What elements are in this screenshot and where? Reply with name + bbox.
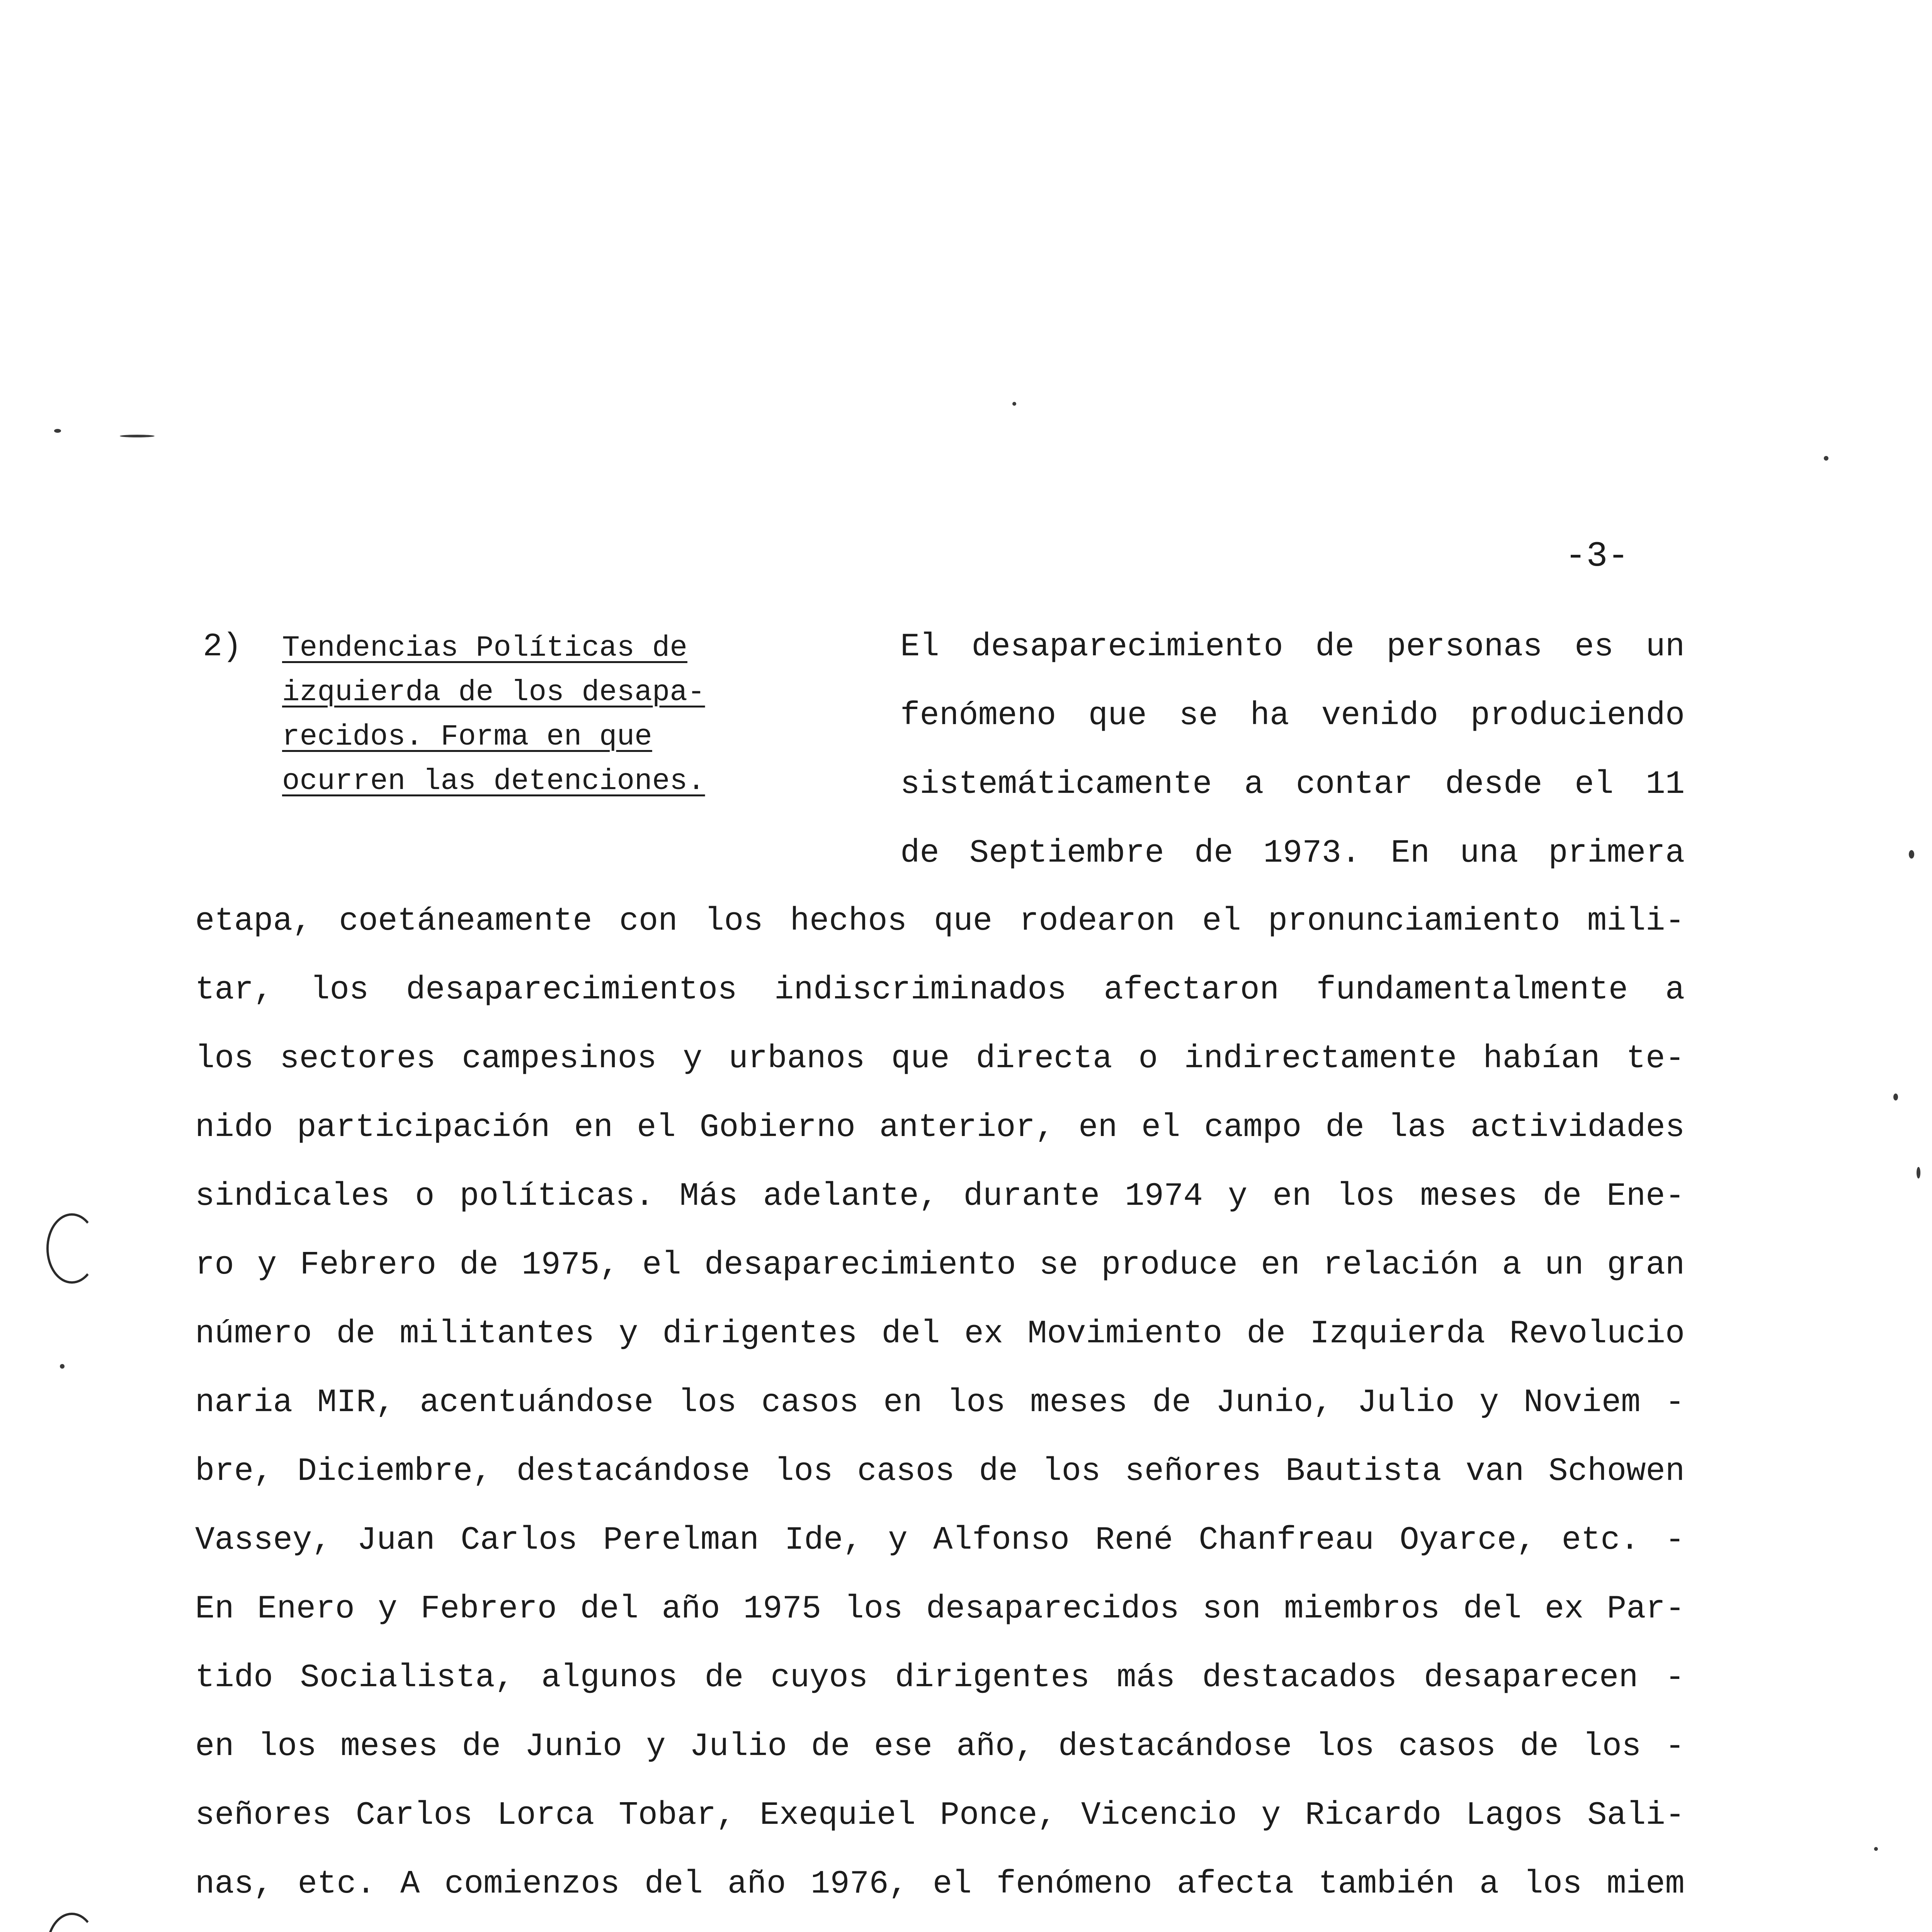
body-line: etapa, coetáneamente con los hechos que rodearon el pronunciamiento mili- [195,903,1685,940]
scan-speck [1917,1167,1920,1179]
section-heading-line: izquierda de los desapa- [282,676,705,709]
scan-speck [1893,1094,1898,1100]
scan-speck [54,429,61,433]
body-line: en los meses de Junio y Julio de ese año, destacándose los casos de los - [195,1728,1685,1765]
body-line: de Septiembre de 1973. En una primera [900,835,1685,872]
body-line: fenómeno que se ha venido produciendo [900,697,1685,734]
hole-punch-mark [46,1213,97,1284]
body-line: tido Socialista, algunos de cuyos dirigentes más destacados desaparecen - [195,1660,1685,1696]
body-line: En Enero y Febrero del año 1975 los desaparecidos son miembros del ex Par- [195,1591,1685,1628]
body-line: sindicales o políticas. Más adelante, durante 1974 y en los meses de Ene- [195,1178,1685,1215]
scan-speck [1909,850,1914,859]
body-line: nido participación en el Gobierno anterior, en el campo de las actividades [195,1109,1685,1146]
body-line: sistemáticamente a contar desde el 11 [900,766,1685,803]
body-line: los sectores campesinos y urbanos que directa o indirectamente habían te- [195,1041,1685,1077]
section-heading-line: Tendencias Políticas de [282,631,687,665]
body-line: naria MIR, acentuándose los casos en los meses de Junio, Julio y Noviem - [195,1384,1685,1421]
body-line: tar, los desaparecimientos indiscriminados afectaron fundamentalmente a [195,972,1685,1009]
body-line: número de militantes y dirigentes del ex Movimiento de Izquierda Revolucio [195,1316,1685,1352]
body-line: Vassey, Juan Carlos Perelman Ide, y Alfonso René Chanfreau Oyarce, etc. - [195,1522,1685,1559]
scan-speck [1012,402,1016,406]
section-heading [282,626,804,804]
body-line: ro y Febrero de 1975, el desaparecimiento se produce en relación a un gran [195,1247,1685,1284]
scan-speck [60,1364,65,1369]
section-number: 2) [203,629,242,665]
body-line: El desaparecimiento de personas es un [900,629,1685,665]
section-heading-line: recidos. Forma en que [282,720,652,753]
section-heading-line: ocurren las detenciones. [282,765,705,798]
page-number: -3- [1565,536,1629,577]
body-line: señores Carlos Lorca Tobar, Exequiel Ponce, Vicencio y Ricardo Lagos Sali- [195,1797,1685,1834]
scan-speck [120,435,155,437]
body-line: bre, Diciembre, destacándose los casos de los señores Bautista van Schowen [195,1453,1685,1490]
hole-punch-mark [46,1913,97,1932]
body-line: nas, etc. A comienzos del año 1976, el fenómeno afecta también a los miem [195,1866,1685,1903]
scan-speck [1824,456,1828,461]
scan-speck [1874,1847,1878,1851]
